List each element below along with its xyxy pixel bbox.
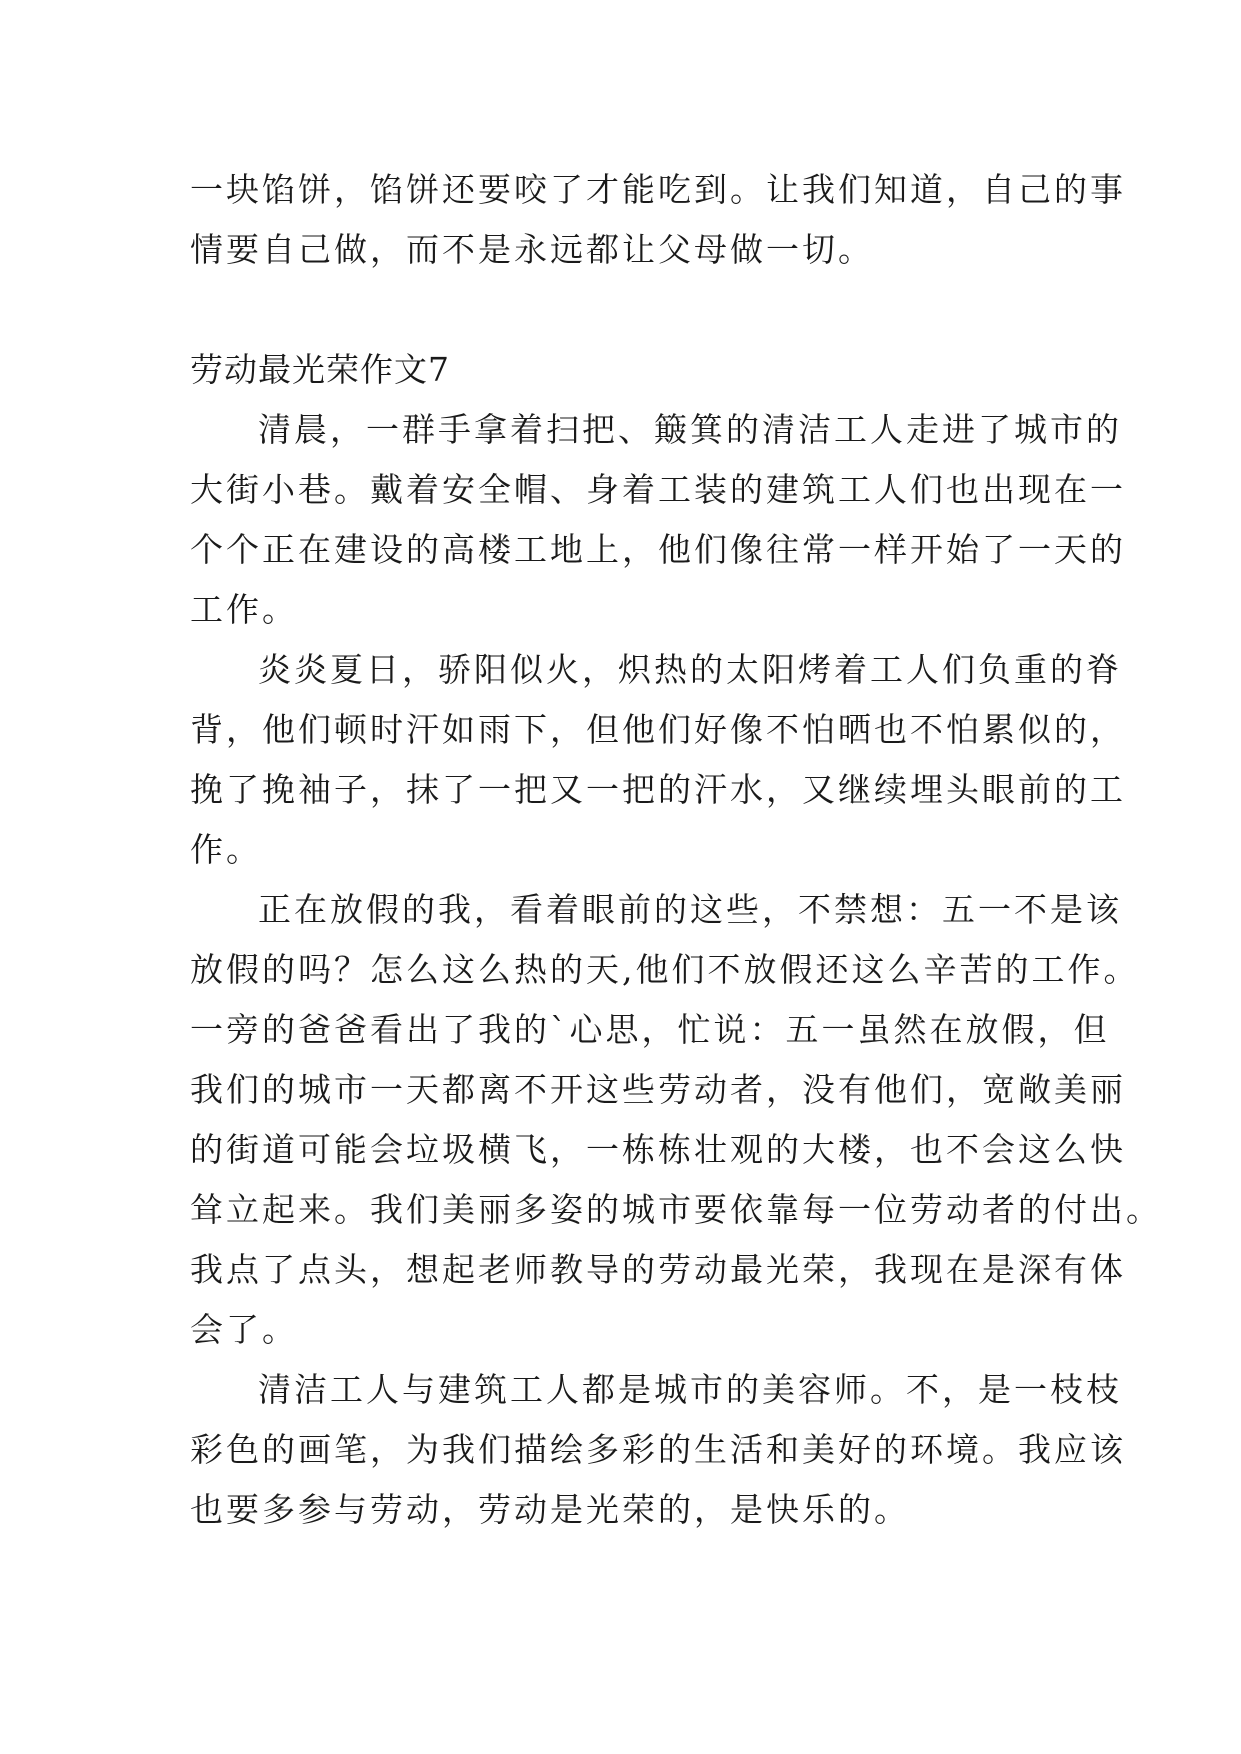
essay-title: 劳动最光荣作文7 bbox=[190, 350, 450, 389]
text-line: 的街道可能会垃圾横飞，一栋栋壮观的大楼，也不会这么快 bbox=[190, 1130, 1126, 1169]
text-line: 作。 bbox=[190, 830, 262, 869]
text-line: 我点了点头，想起老师教导的劳动最光荣，我现在是深有体 bbox=[190, 1250, 1126, 1289]
text-line: 彩色的画笔，为我们描绘多彩的生活和美好的环境。我应该 bbox=[190, 1430, 1126, 1469]
paragraph bbox=[190, 1360, 1126, 1540]
paragraph-gap bbox=[190, 280, 1050, 340]
text-line: 背，他们顿时汗如雨下，但他们好像不怕晒也不怕累似的， bbox=[190, 710, 1126, 749]
text-line: 情要自己做，而不是永远都让父母做一切。 bbox=[190, 230, 874, 269]
text-line: 个个正在建设的高楼工地上，他们像往常一样开始了一天的 bbox=[190, 530, 1126, 569]
document-page bbox=[190, 160, 1162, 1540]
text-line: 会了。 bbox=[190, 1310, 298, 1349]
text-line: 清洁工人与建筑工人都是城市的美容师。不，是一枝枝 bbox=[258, 1370, 1122, 1409]
text-line: 清晨，一群手拿着扫把、簸箕的清洁工人走进了城市的 bbox=[258, 410, 1122, 449]
text-line: 大街小巷。戴着安全帽、身着工装的建筑工人们也出现在一 bbox=[190, 470, 1126, 509]
text-line: 也要多参与劳动，劳动是光荣的，是快乐的。 bbox=[190, 1490, 910, 1529]
text-line: 放假的吗？怎么这么热的天,他们不放假还这么辛苦的工作。 bbox=[190, 950, 1140, 989]
paragraph bbox=[190, 400, 1126, 640]
text-line: 挽了挽袖子，抹了一把又一把的汗水，又继续埋头眼前的工 bbox=[190, 770, 1126, 809]
paragraph bbox=[190, 880, 1162, 1360]
text-line: 我们的城市一天都离不开这些劳动者，没有他们，宽敞美丽 bbox=[190, 1070, 1126, 1109]
paragraph bbox=[190, 640, 1126, 880]
text-line: 正在放假的我，看着眼前的这些，不禁想：五一不是该 bbox=[258, 890, 1122, 929]
text-line: 工作。 bbox=[190, 590, 298, 629]
text-line: 一旁的爸爸看出了我的`心思，忙说：五一虽然在放假，但 bbox=[190, 1010, 1110, 1049]
text-line: 耸立起来。我们美丽多姿的城市要依靠每一位劳动者的付出。 bbox=[190, 1190, 1162, 1229]
text-line: 一块馅饼，馅饼还要咬了才能吃到。让我们知道，自己的事 bbox=[190, 170, 1126, 209]
text-line: 炎炎夏日，骄阳似火，炽热的太阳烤着工人们负重的脊 bbox=[258, 650, 1122, 689]
